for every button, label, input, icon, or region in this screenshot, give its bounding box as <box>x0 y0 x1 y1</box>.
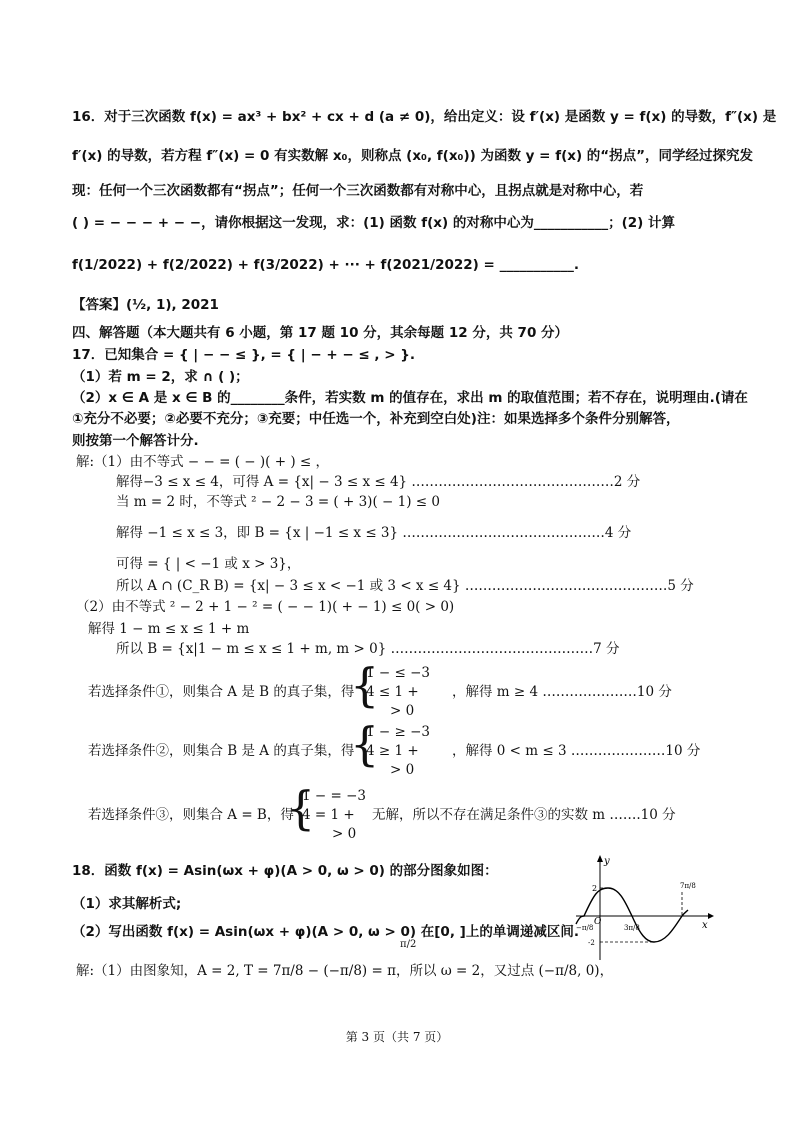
q17-line2: （1）若 m = 2，求 ∩ ( )； <box>72 369 249 385</box>
cond2-row2: 4 ≥ 1 + <box>366 743 419 759</box>
q16-line4: ( ) = − − − + − −，请你根据这一发现，求：(1) 函数 f(x) 的对称中心为___________；(2) 计算 <box>72 215 676 231</box>
sol17-s5: 可得 = { | < −1 或 x > 3}， <box>116 556 301 572</box>
cond1-row3: > 0 <box>390 703 415 719</box>
q18-line2: （1）求其解析式; <box>72 896 182 912</box>
cond3-brace: { <box>286 781 316 835</box>
sine-curve <box>576 888 688 942</box>
cond1-tail: ，解得 m ≥ 4 …………………10 分 <box>452 684 672 700</box>
sol17-s7: （2）由不等式 ² − 2 + 1 − ² = ( − − 1)( + − 1) ≤ 0( > 0) <box>76 599 455 615</box>
x-label: x <box>702 920 708 931</box>
cond1-text: 若选择条件①，则集合 A 是 B 的真子集，得 <box>88 684 355 700</box>
page-footer: 第 3 页（共 7 页） <box>345 1030 449 1044</box>
tick-bottom: -2 <box>588 939 595 947</box>
q16-line1: 16．对于三次函数 f(x) = ax³ + bx² + cx + d (a ≠ 0)，给出定义：设 f′(x) 是函数 y = f(x) 的导数，f″(x) 是 <box>72 109 777 125</box>
cond3-text: 若选择条件③，则集合 A = B，得 <box>88 807 294 823</box>
answer-label: 【答案】 <box>72 297 126 313</box>
q16-line5: f(1/2022) + f(2/2022) + f(3/2022) + ··· + f(2021/2022) = ___________. <box>72 257 579 273</box>
q17-line1: 17．已知集合 = { | − − ≤ }, = { | − + − ≤ , > }. <box>72 347 415 363</box>
cond3-row2: 4 = 1 + <box>302 807 355 823</box>
cond1-row2: 4 ≤ 1 + <box>366 684 419 700</box>
sol17-s4: 解得 −1 ≤ x ≤ 3，即 B = {x | −1 ≤ x ≤ 3} ………………………………………4 分 <box>116 525 632 541</box>
cond3-tail: 无解，所以不存在满足条件③的实数 m …….10 分 <box>372 807 676 823</box>
cond2-text: 若选择条件②，则集合 B 是 A 的真子集，得 <box>88 743 355 759</box>
q18-line1: 18．函数 f(x) = Asin(ωx + φ)(A > 0, ω > 0) 的部分图象如图： <box>72 863 498 879</box>
q17-line5: 则按第一个解答计分. <box>72 433 199 449</box>
sol17-s2: 解得−3 ≤ x ≤ 4，可得 A = {x| − 3 ≤ x ≤ 4} ………………………………………2 分 <box>116 474 641 490</box>
tick-x-right: 7π/8 <box>680 882 696 890</box>
q16-line2: f′(x) 的导数，若方程 f″(x) = 0 有实数解 x₀，则称点 (x₀, f(x₀)) 为函数 y = f(x) 的“拐点”，同学经过探究发 <box>72 148 754 164</box>
sine-graph <box>574 852 714 962</box>
q16-line3: 现：任何一个三次函数都有“拐点”；任何一个三次函数都有对称中心，且拐点就是对称中心，若 <box>72 183 644 199</box>
y-axis-arrow-icon <box>597 855 603 862</box>
tick-top: 2 <box>592 884 598 893</box>
q17-line4: ①充分不必要；②必要不充分；③充要；中任选一个，补充到空白处)注：如果选择多个条件分别解答， <box>72 411 680 427</box>
cond3-row3: > 0 <box>332 826 357 842</box>
y-label: y <box>604 856 610 867</box>
section-heading: 四、解答题（本大题共有 6 小题，第 17 题 10 分，其余每题 12 分，共 70 分） <box>72 325 569 341</box>
cond2-tail: ，解得 0 < m ≤ 3 …………………10 分 <box>452 743 701 759</box>
sol17-s9: 所以 B = {x|1 − m ≤ x ≤ 1 + m, m > 0} ………………………………………7 分 <box>116 641 620 657</box>
sol17-s1: 解:（1）由不等式 − − = ( − )( + ) ≤ ， <box>76 454 329 470</box>
cond2-row1: 1 − ≥ −3 <box>366 724 430 740</box>
q18-line3: （2）写出函数 f(x) = Asin(ωx + φ)(A > 0, ω > 0) 在[0, ]上的单调递减区间. <box>72 924 579 940</box>
sol17-s8: 解得 1 − m ≤ x ≤ 1 + m <box>88 621 250 637</box>
cond2-row3: > 0 <box>390 762 415 778</box>
origin-label: O <box>594 917 602 927</box>
tick-x-neg: −π/8 <box>576 924 594 932</box>
cond1-brace: { <box>350 658 380 712</box>
q16-answer <box>72 296 219 314</box>
cond1-row1: 1 − ≤ −3 <box>366 665 430 681</box>
q17-line3: （2）x ∈ A 是 x ∈ B 的________条件，若实数 m 的值存在，求出 m 的取值范围；若不存在，说明理由.(请在 <box>72 390 748 406</box>
sol17-s6: 所以 A ∩ (C_R B) = {x| − 3 ≤ x < −1 或 3 < x ≤ 4} ………………………………………5 分 <box>116 578 694 594</box>
cond2-brace: { <box>350 717 380 771</box>
q18-sol1: 解:（1）由图象知，A = 2, T = 7π/8 − (−π/8) = π，所以 ω = 2，又过点 (−π/8, 0)， <box>76 963 614 979</box>
tick-x-mid: 3π/8 <box>624 924 640 932</box>
cond3-row1: 1 − = −3 <box>302 788 366 804</box>
answer-value: (½, 1), 2021 <box>126 297 219 313</box>
x-axis-arrow-icon <box>708 913 714 919</box>
q18-frac: π/2 <box>400 939 417 950</box>
sol17-s3: 当 m = 2 时，不等式 ² − 2 − 3 = ( + 3)( − 1) ≤ 0 <box>116 494 440 510</box>
